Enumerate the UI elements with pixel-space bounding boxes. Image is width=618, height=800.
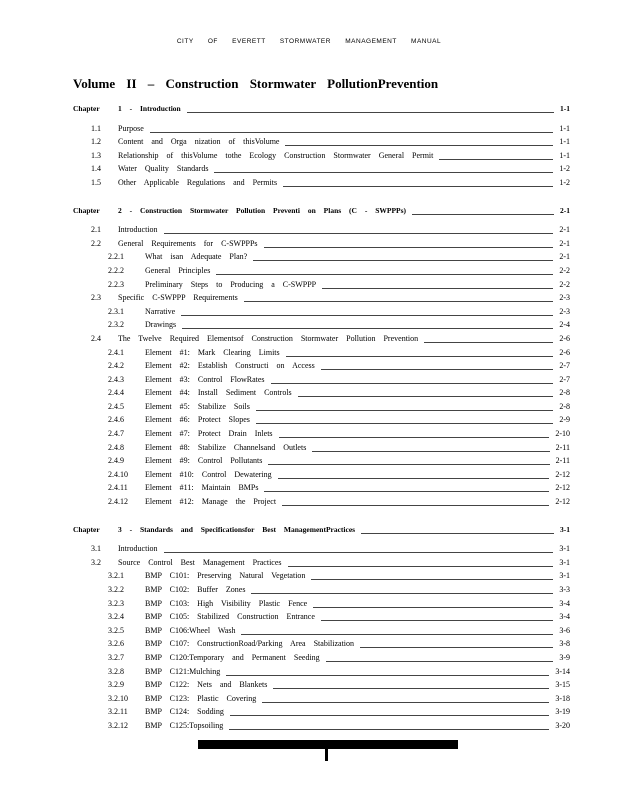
- toc-entry-number: 3.2.8: [108, 666, 124, 676]
- toc-entry-row[interactable]: [0, 151, 618, 165]
- toc-entry-title: BMP C122: Nets and Blankets: [145, 680, 268, 690]
- toc-leader-line: [271, 383, 553, 384]
- toc-entry-row[interactable]: [0, 667, 618, 681]
- toc-leader-line: [361, 533, 554, 534]
- toc-entry-title: BMP C102: Buffer Zones: [145, 585, 246, 594]
- toc-entry-number: Chapter: [73, 524, 100, 534]
- toc-entry-title: BMP C125:Topsoiling: [145, 720, 224, 730]
- toc-leader-line: [321, 620, 553, 621]
- toc-entry-row[interactable]: [0, 585, 618, 599]
- toc-leader-line: [286, 356, 553, 357]
- toc-entry-number: 3.2.1: [108, 571, 124, 581]
- toc-entry-title: General Principles: [145, 265, 211, 275]
- toc-chapter-row[interactable]: [0, 525, 618, 539]
- toc-entry-row[interactable]: [0, 252, 618, 266]
- toc-entry-title: 1 - Introduction: [118, 104, 181, 113]
- toc-entry-number: 2.2.3: [108, 279, 124, 289]
- toc-leader-line: [288, 566, 553, 567]
- toc-entry-row[interactable]: [0, 571, 618, 585]
- toc-page-number: 3-18: [555, 693, 570, 703]
- toc-entry-number: 3.2.4: [108, 612, 124, 622]
- toc-leader-line: [150, 132, 553, 133]
- toc-page-number: 2-2: [559, 279, 570, 289]
- toc-page-number: 3-20: [555, 720, 570, 730]
- toc-entry-row[interactable]: [0, 612, 618, 626]
- toc-page-number: 2-1: [559, 225, 570, 235]
- toc-entry-title: Water Quality Standards: [118, 164, 209, 174]
- toc-entry-title: Element #10: Control Dewatering: [145, 469, 272, 479]
- toc-entry-title: Relationship of thisVolume tothe Ecology Construction Stormwater General Permit: [118, 150, 434, 160]
- toc-chapter-row[interactable]: [0, 104, 618, 118]
- toc-page-number: 1-2: [559, 177, 570, 187]
- toc-entry-row[interactable]: [0, 443, 618, 457]
- toc-entry-row[interactable]: [0, 599, 618, 613]
- toc-entry-number: 2.4.5: [108, 401, 124, 411]
- toc-entry-number: 3.2.6: [108, 639, 124, 649]
- toc-leader-line: [273, 688, 549, 689]
- toc-leader-line: [283, 186, 553, 187]
- toc-entry-row[interactable]: [0, 558, 618, 572]
- toc-entry-row[interactable]: [0, 348, 618, 362]
- toc-entry-title: Element #3: Control FlowRates: [145, 374, 265, 384]
- toc-leader-line: [311, 579, 553, 580]
- toc-leader-line: [226, 675, 549, 676]
- toc-page-number: 2-7: [559, 361, 570, 371]
- toc-page-number: 3-4: [559, 598, 570, 608]
- toc-page-number: 3-15: [555, 680, 570, 690]
- toc-entry-row[interactable]: [0, 456, 618, 470]
- toc-entry-number: 3.2.9: [108, 680, 124, 690]
- toc-leader-line: [298, 396, 553, 397]
- toc-entry-title: Specific C-SWPPP Requirements: [118, 293, 238, 303]
- toc-page-number: 3-1: [560, 524, 570, 534]
- footer-marker: [325, 749, 328, 761]
- toc-leader-line: [187, 112, 554, 113]
- toc-entry-title: BMP C103: High Visibility Plastic Fence: [145, 598, 308, 608]
- toc-entry-title: Purpose: [118, 123, 144, 133]
- toc-page-number: 2-3: [559, 293, 570, 303]
- toc-entry-number: 2.3: [91, 293, 101, 303]
- toc-page-number: 1-1: [559, 137, 570, 147]
- toc-entry-title: BMP C120:Temporary and Permanent Seeding: [145, 652, 320, 662]
- toc-leader-line: [214, 172, 553, 173]
- toc-page-number: 3-8: [559, 639, 570, 649]
- toc-entry-row[interactable]: [0, 470, 618, 484]
- toc-leader-line: [312, 451, 550, 452]
- toc-page-number: 2-9: [559, 415, 570, 425]
- toc-chapter-row[interactable]: [0, 206, 618, 220]
- toc-page-number: 3-1: [559, 557, 570, 567]
- toc-entry-title: Source Control Best Management Practices: [118, 557, 282, 567]
- toc-entry-row[interactable]: [0, 653, 618, 667]
- toc-leader-line: [181, 315, 553, 316]
- toc-entry-row[interactable]: [0, 415, 618, 429]
- toc-entry-title: Element #12: Manage the Project: [145, 497, 277, 507]
- toc-leader-line: [164, 552, 553, 553]
- toc-entry-title: Narrative: [145, 306, 176, 316]
- toc-entry-row[interactable]: [0, 137, 618, 151]
- running-header: CITY OF EVERETT STORMWATER MANAGEMENT MANUAL: [176, 38, 442, 45]
- toc-page-number: 3-14: [555, 666, 570, 676]
- toc-entry-title: BMP C107: ConstructionRoad/Parking Area Stabilization: [145, 639, 355, 649]
- toc-leader-line: [164, 233, 553, 234]
- toc-entry-title: Element #8: Stabilize Channelsand Outlets: [145, 442, 307, 452]
- toc-entry-number: 2.4.1: [108, 347, 124, 357]
- toc-leader-line: [424, 342, 553, 343]
- toc-leader-line: [230, 715, 549, 716]
- toc-entry-number: 2.4.9: [108, 456, 124, 466]
- toc-entry-row[interactable]: [0, 626, 618, 640]
- toc-page-number: 2-6: [559, 347, 570, 357]
- toc-entry-number: 3.1: [91, 544, 101, 554]
- toc-entry-number: 2.2.2: [108, 265, 124, 275]
- toc-page-number: 2-1: [559, 238, 570, 248]
- toc-page-number: 2-2: [559, 265, 570, 275]
- toc-leader-line: [439, 159, 553, 160]
- toc-page-number: 1-1: [559, 123, 570, 133]
- toc-leader-line: [262, 702, 549, 703]
- toc-entry-title: Element #11: Maintain BMPs: [145, 483, 259, 493]
- toc-entry-number: 2.4.10: [108, 469, 128, 479]
- toc-entry-row[interactable]: [0, 721, 618, 735]
- toc-entry-row[interactable]: [0, 388, 618, 402]
- toc-entry-row[interactable]: [0, 375, 618, 389]
- toc-entry-row[interactable]: [0, 178, 618, 192]
- toc-entry-number: 3.2.3: [108, 598, 124, 608]
- toc-entry-row[interactable]: [0, 694, 618, 708]
- toc-entry-title: Element #7: Protect Drain Inlets: [145, 429, 273, 439]
- toc-entry-number: 2.3.1: [108, 306, 124, 316]
- toc-leader-line: [313, 607, 553, 608]
- table-of-contents: [0, 104, 618, 735]
- toc-leader-line: [256, 410, 553, 411]
- toc-entry-number: 2.2: [91, 238, 101, 248]
- toc-entry-row[interactable]: [0, 320, 618, 334]
- toc-leader-line: [253, 260, 553, 261]
- toc-page-number: 2-6: [559, 333, 570, 343]
- toc-entry-title: Element #6: Protect Slopes: [145, 415, 250, 425]
- toc-page-number: 1-2: [559, 164, 570, 174]
- toc-entry-title: Introduction: [118, 544, 158, 554]
- toc-leader-line: [264, 491, 549, 492]
- toc-leader-line: [412, 214, 554, 215]
- toc-page-number: 1-1: [559, 150, 570, 160]
- toc-entry-title: Element #4: Install Sediment Controls: [145, 388, 292, 398]
- toc-entry-row[interactable]: [0, 334, 618, 348]
- toc-page-number: 3-4: [559, 612, 570, 622]
- toc-entry-number: 2.4: [91, 333, 101, 343]
- toc-entry-row[interactable]: [0, 707, 618, 721]
- toc-leader-line: [278, 478, 549, 479]
- toc-leader-line: [264, 247, 553, 248]
- toc-entry-row[interactable]: [0, 402, 618, 416]
- toc-page-number: 3-1: [559, 544, 570, 554]
- toc-entry-title: BMP C123: Plastic Covering: [145, 693, 257, 703]
- toc-entry-number: 3.2.12: [108, 720, 128, 730]
- toc-entry-number: 2.3.2: [108, 320, 124, 330]
- toc-page-number: 2-8: [559, 401, 570, 411]
- toc-entry-title: The Twelve Required Elementsof Construction Stormwater Pollution Prevention: [118, 333, 419, 343]
- toc-entry-title: BMP C101: Preserving Natural Vegetation: [145, 571, 306, 581]
- toc-entry-title: 2 - Construction Stormwater Pollution Preventi on Plans (C - SWPPPs): [118, 205, 407, 215]
- toc-entry-row[interactable]: [0, 361, 618, 375]
- toc-leader-line: [241, 634, 553, 635]
- toc-leader-line: [279, 437, 549, 438]
- toc-leader-line: [322, 288, 553, 289]
- toc-entry-row[interactable]: [0, 164, 618, 178]
- toc-entry-row[interactable]: [0, 483, 618, 497]
- toc-leader-line: [282, 505, 549, 506]
- toc-entry-title: BMP C105: Stabilized Construction Entrance: [145, 612, 315, 622]
- toc-page-number: 3-1: [559, 571, 570, 581]
- toc-page-number: 2-12: [555, 469, 570, 479]
- toc-leader-line: [244, 301, 553, 302]
- toc-entry-title: Drawings: [145, 320, 177, 330]
- toc-entry-number: 2.4.4: [108, 388, 124, 398]
- toc-entry-title: What isan Adequate Plan?: [145, 252, 248, 262]
- toc-entry-title: Content and Orga nization of thisVolume: [118, 137, 280, 147]
- toc-entry-title: Element #9: Control Pollutants: [145, 456, 263, 466]
- toc-entry-title: Other Applicable Regulations and Permits: [118, 177, 278, 187]
- toc-page-number: 2-10: [555, 429, 570, 439]
- toc-page-number: 3-3: [559, 585, 570, 594]
- toc-entry-title: Element #5: Stabilize Soils: [145, 401, 250, 411]
- toc-entry-number: 3.2.11: [108, 707, 128, 717]
- toc-entry-number: 3.2.2: [108, 585, 124, 594]
- toc-entry-number: 3.2.7: [108, 652, 124, 662]
- toc-leader-line: [285, 145, 553, 146]
- toc-entry-number: 2.4.8: [108, 442, 124, 452]
- toc-entry-row[interactable]: [0, 266, 618, 280]
- toc-entry-title: Preliminary Steps to Producing a C-SWPPP: [145, 279, 317, 289]
- toc-entry-number: 1.4: [91, 164, 101, 174]
- toc-entry-number: 2.4.3: [108, 374, 124, 384]
- toc-page-number: 3-19: [555, 707, 570, 717]
- toc-page-number: 2-12: [555, 483, 570, 493]
- toc-page-number: 2-4: [559, 320, 570, 330]
- toc-entry-title: BMP C121:Mulching: [145, 666, 221, 676]
- toc-leader-line: [321, 369, 553, 370]
- toc-entry-row[interactable]: [0, 225, 618, 239]
- toc-page-number: 2-1: [559, 252, 570, 262]
- toc-page-number: 2-11: [555, 442, 570, 452]
- toc-leader-line: [326, 661, 553, 662]
- toc-page-number: 3-9: [559, 652, 570, 662]
- toc-page-number: 1-1: [560, 104, 570, 113]
- toc-entry-number: 2.4.12: [108, 497, 128, 507]
- volume-title: Volume II – Construction Stormwater PollutionPrevention: [73, 76, 439, 91]
- toc-entry-title: BMP C106:Wheel Wash: [145, 625, 236, 635]
- toc-entry-title: Element #1: Mark Clearing Limits: [145, 347, 280, 357]
- toc-entry-number: 2.4.2: [108, 361, 124, 371]
- toc-entry-number: 3.2.10: [108, 693, 128, 703]
- toc-page-number: 2-3: [559, 306, 570, 316]
- toc-entry-number: Chapter: [73, 104, 100, 113]
- toc-entry-number: 2.4.11: [108, 483, 128, 493]
- footer-bar: [198, 740, 458, 749]
- toc-entry-row[interactable]: [0, 680, 618, 694]
- toc-leader-line: [216, 274, 553, 275]
- toc-entry-number: 2.2.1: [108, 252, 124, 262]
- toc-entry-row[interactable]: [0, 544, 618, 558]
- toc-entry-number: 1.2: [91, 137, 101, 147]
- toc-page-number: 2-8: [559, 388, 570, 398]
- toc-leader-line: [229, 729, 549, 730]
- toc-leader-line: [251, 593, 553, 594]
- toc-entry-title: 3 - Standards and Specificationsfor Best ManagementPractices: [118, 524, 356, 534]
- toc-entry-number: 1.1: [91, 123, 101, 133]
- toc-entry-number: 2.1: [91, 225, 101, 235]
- toc-entry-row[interactable]: [0, 239, 618, 253]
- toc-entry-row[interactable]: [0, 293, 618, 307]
- toc-page-number: 2-11: [555, 456, 570, 466]
- toc-entry-number: Chapter: [73, 205, 100, 215]
- toc-entry-number: 2.4.6: [108, 415, 124, 425]
- toc-leader-line: [256, 423, 553, 424]
- toc-entry-title: Element #2: Establish Constructi on Access: [145, 361, 315, 371]
- toc-page-number: 2-12: [555, 497, 570, 507]
- toc-entry-title: BMP C124: Sodding: [145, 707, 224, 717]
- toc-entry-row[interactable]: [0, 639, 618, 653]
- toc-entry-row[interactable]: [0, 497, 618, 511]
- toc-entry-number: 1.5: [91, 177, 101, 187]
- toc-entry-title: Introduction: [118, 225, 158, 235]
- toc-entry-row[interactable]: [0, 280, 618, 294]
- toc-entry-number: 2.4.7: [108, 429, 124, 439]
- toc-page-number: 3-6: [559, 625, 570, 635]
- toc-entry-title: General Requirements for C-SWPPPs: [118, 238, 258, 248]
- toc-entry-row[interactable]: [0, 124, 618, 138]
- toc-entry-number: 1.3: [91, 150, 101, 160]
- toc-page-number: 2-7: [559, 374, 570, 384]
- toc-entry-number: 3.2: [91, 557, 101, 567]
- toc-leader-line: [360, 647, 553, 648]
- toc-entry-row[interactable]: [0, 429, 618, 443]
- toc-page-number: 2-1: [560, 205, 570, 215]
- toc-leader-line: [182, 328, 553, 329]
- toc-leader-line: [268, 464, 550, 465]
- toc-entry-row[interactable]: [0, 307, 618, 321]
- toc-entry-number: 3.2.5: [108, 625, 124, 635]
